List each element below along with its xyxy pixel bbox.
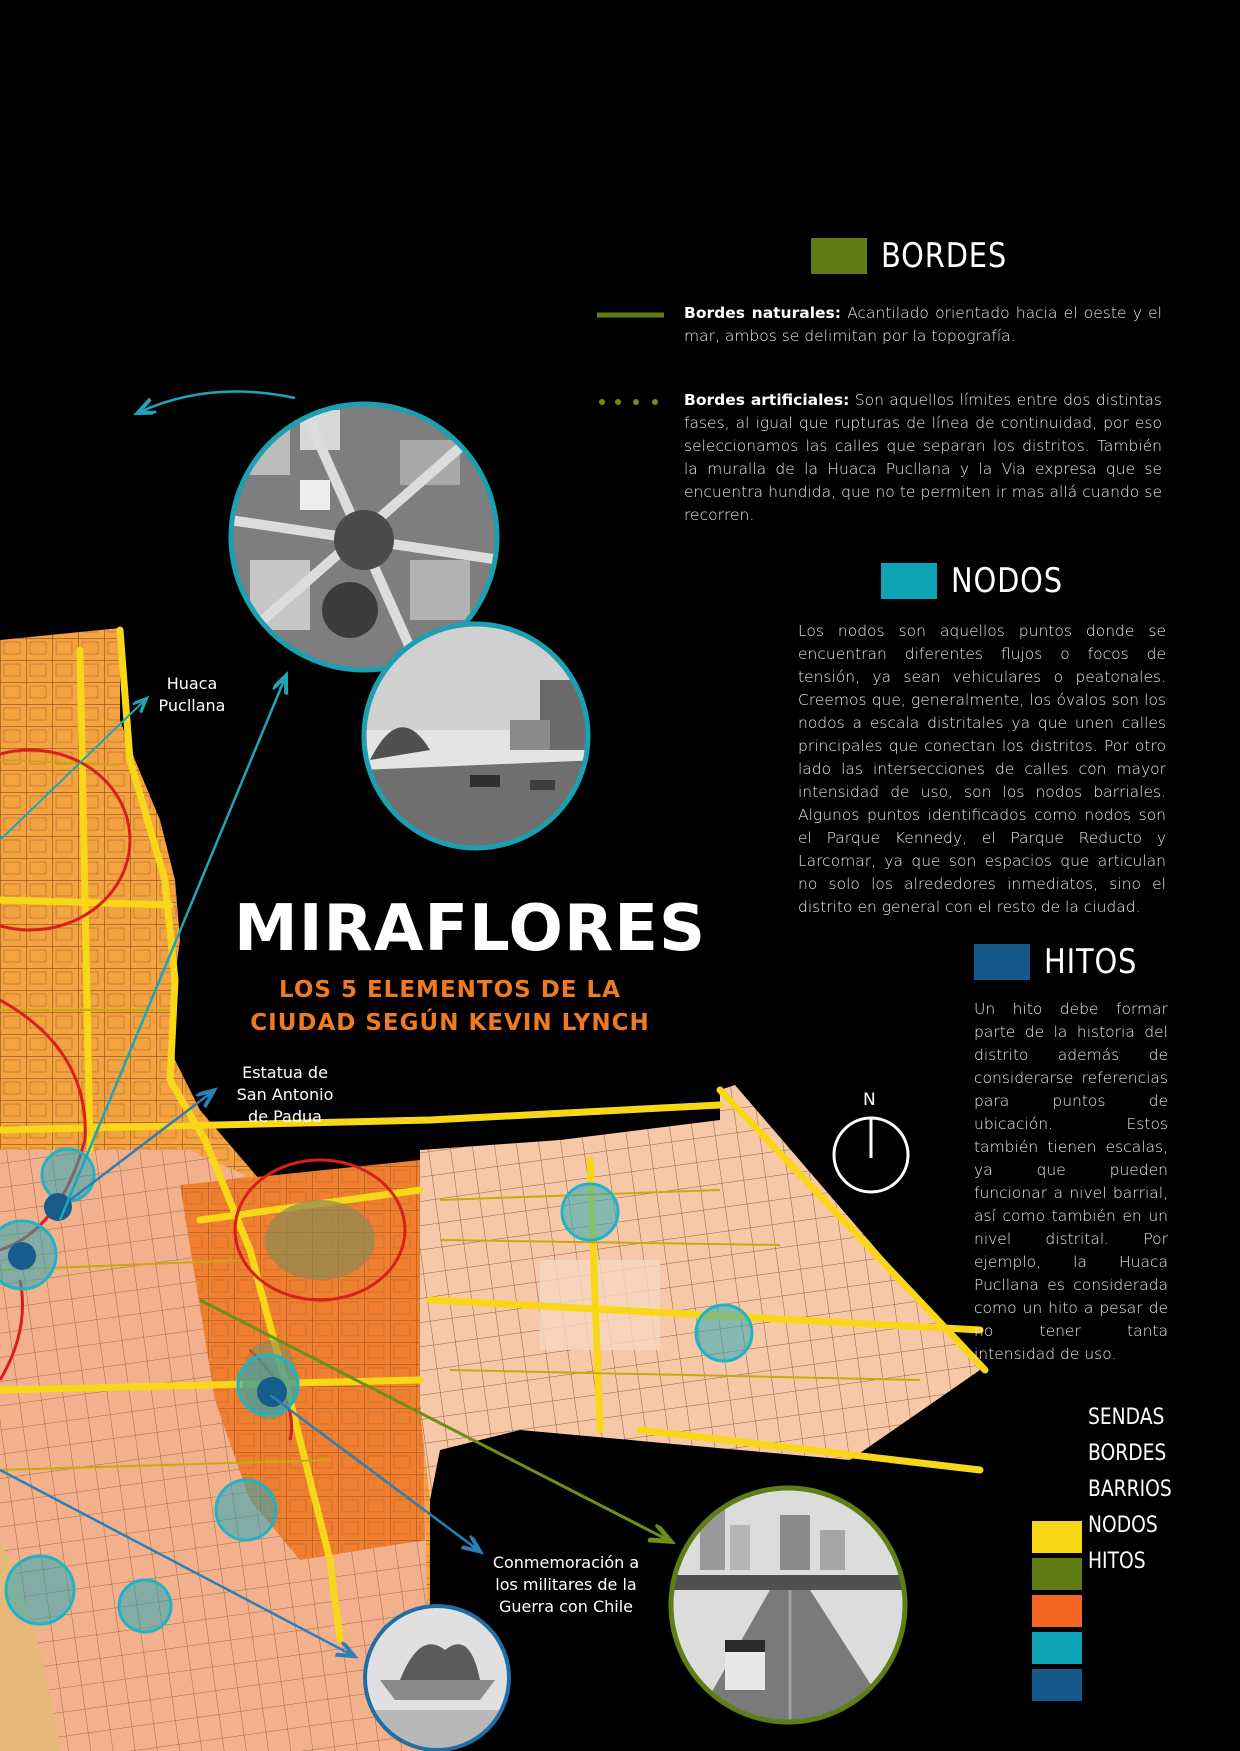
label-estatua-san-antonio xyxy=(220,1062,350,1128)
hitos-title: HITOS xyxy=(1044,942,1138,982)
hitos-swatch xyxy=(974,944,1030,980)
label-conmemoracion-line-1: Conmemoración a xyxy=(492,1553,640,1572)
bordes-artificiales-label: Bordes artificiales: xyxy=(684,391,850,409)
label-huaca-line-1: Huaca xyxy=(166,674,218,693)
subtitle-line-2: CIUDAD SEGÚN KEVIN LYNCH xyxy=(250,1010,650,1036)
bordes-naturales-label: Bordes naturales: xyxy=(684,304,841,322)
label-conmemoracion-line-2: los militares de la xyxy=(495,1575,637,1594)
bordes-swatch xyxy=(811,238,867,274)
label-huaca-line-2: Pucllana xyxy=(158,696,226,715)
nodos-title: NODOS xyxy=(951,561,1063,601)
hitos-heading xyxy=(974,942,1154,982)
legend-label-hitos: HITOS xyxy=(1088,1549,1146,1574)
legend-swatch-nodos xyxy=(1032,1632,1082,1664)
hitos-text: Un hito debe formar parte de la historia del distrito además de considerarse referencias para puntos de ubicación. Estos también tienen escalas, ya que pueden funcionar a nivel barrial, así como también en un nivel distrital. Por ejemplo, la Huaca Pucllana es considerada como un hito a pesar de no tener tanta intensidad de uso. xyxy=(974,1000,1168,1363)
legend-label-sendas: SENDAS xyxy=(1088,1405,1165,1430)
legend-swatch-hitos xyxy=(1032,1669,1082,1701)
north-arrow-label: N xyxy=(863,1090,876,1110)
subtitle-line-1: LOS 5 ELEMENTOS DE LA xyxy=(279,977,621,1003)
bordes-naturales-description: Acantilado orientado hacia el oeste y el mar, ambos se delimitan por la topografía. xyxy=(684,304,1162,345)
legend-swatch-sendas xyxy=(1032,1521,1082,1553)
bordes-naturales-text xyxy=(684,302,1162,348)
label-huaca-pucllana xyxy=(142,673,242,717)
nodos-heading xyxy=(881,561,1083,601)
nodos-text: Los nodos son aquellos puntos donde se encuentran diferentes flujos o focos de tensión, ya sean vehiculares o peatonales. Creemos que, generalmente, los óvalos son los nodos a escala distritales ya que unen calles principales que conectan los distritos. Por otro lado las intersecciones de calles con mayor intensidad de uso, son los nodos barriales. Algunos puntos identificados como nodos son el Parque Kennedy, el Parque Reducto y Larcomar, ya que son espacios que articulan no solo los alrededores inmediatos, sino el distrito en general con el resto de la ciudad. xyxy=(798,622,1166,916)
label-estatua-line-1: Estatua de xyxy=(242,1063,328,1082)
legend-label-bordes: BORDES xyxy=(1088,1441,1167,1466)
bordes-artificiales-text xyxy=(684,389,1162,527)
bordes-heading xyxy=(811,236,1029,276)
legend-swatch-barrios xyxy=(1032,1595,1082,1627)
legend-label-nodos: NODOS xyxy=(1088,1513,1158,1538)
bordes-artificiales-description: Son aquellos límites entre dos distintas fases, al igual que rupturas de línea de continuidad, por eso seleccionamos las calles que separan los distritos. También la muralla de la Huaca Pucllana y la Via expresa que se encuentra hundida, que no te permiten ir mas allá cuando se recorren. xyxy=(684,391,1162,524)
legend-swatches xyxy=(1032,1521,1082,1706)
legend-label-barrios: BARRIOS xyxy=(1088,1477,1172,1502)
nodos-swatch xyxy=(881,563,937,599)
page-title: MIRAFLORES xyxy=(234,892,707,966)
legend-labels xyxy=(1088,1400,1186,1580)
bordes-title: BORDES xyxy=(881,236,1008,276)
legend-swatch-bordes xyxy=(1032,1558,1082,1590)
label-conmemoracion-line-3: Guerra con Chile xyxy=(498,1597,633,1616)
label-estatua-line-3: de Padua xyxy=(248,1107,322,1126)
label-estatua-line-2: San Antonio xyxy=(236,1085,334,1104)
label-conmemoracion xyxy=(486,1552,646,1618)
page-subtitle xyxy=(230,974,670,1040)
